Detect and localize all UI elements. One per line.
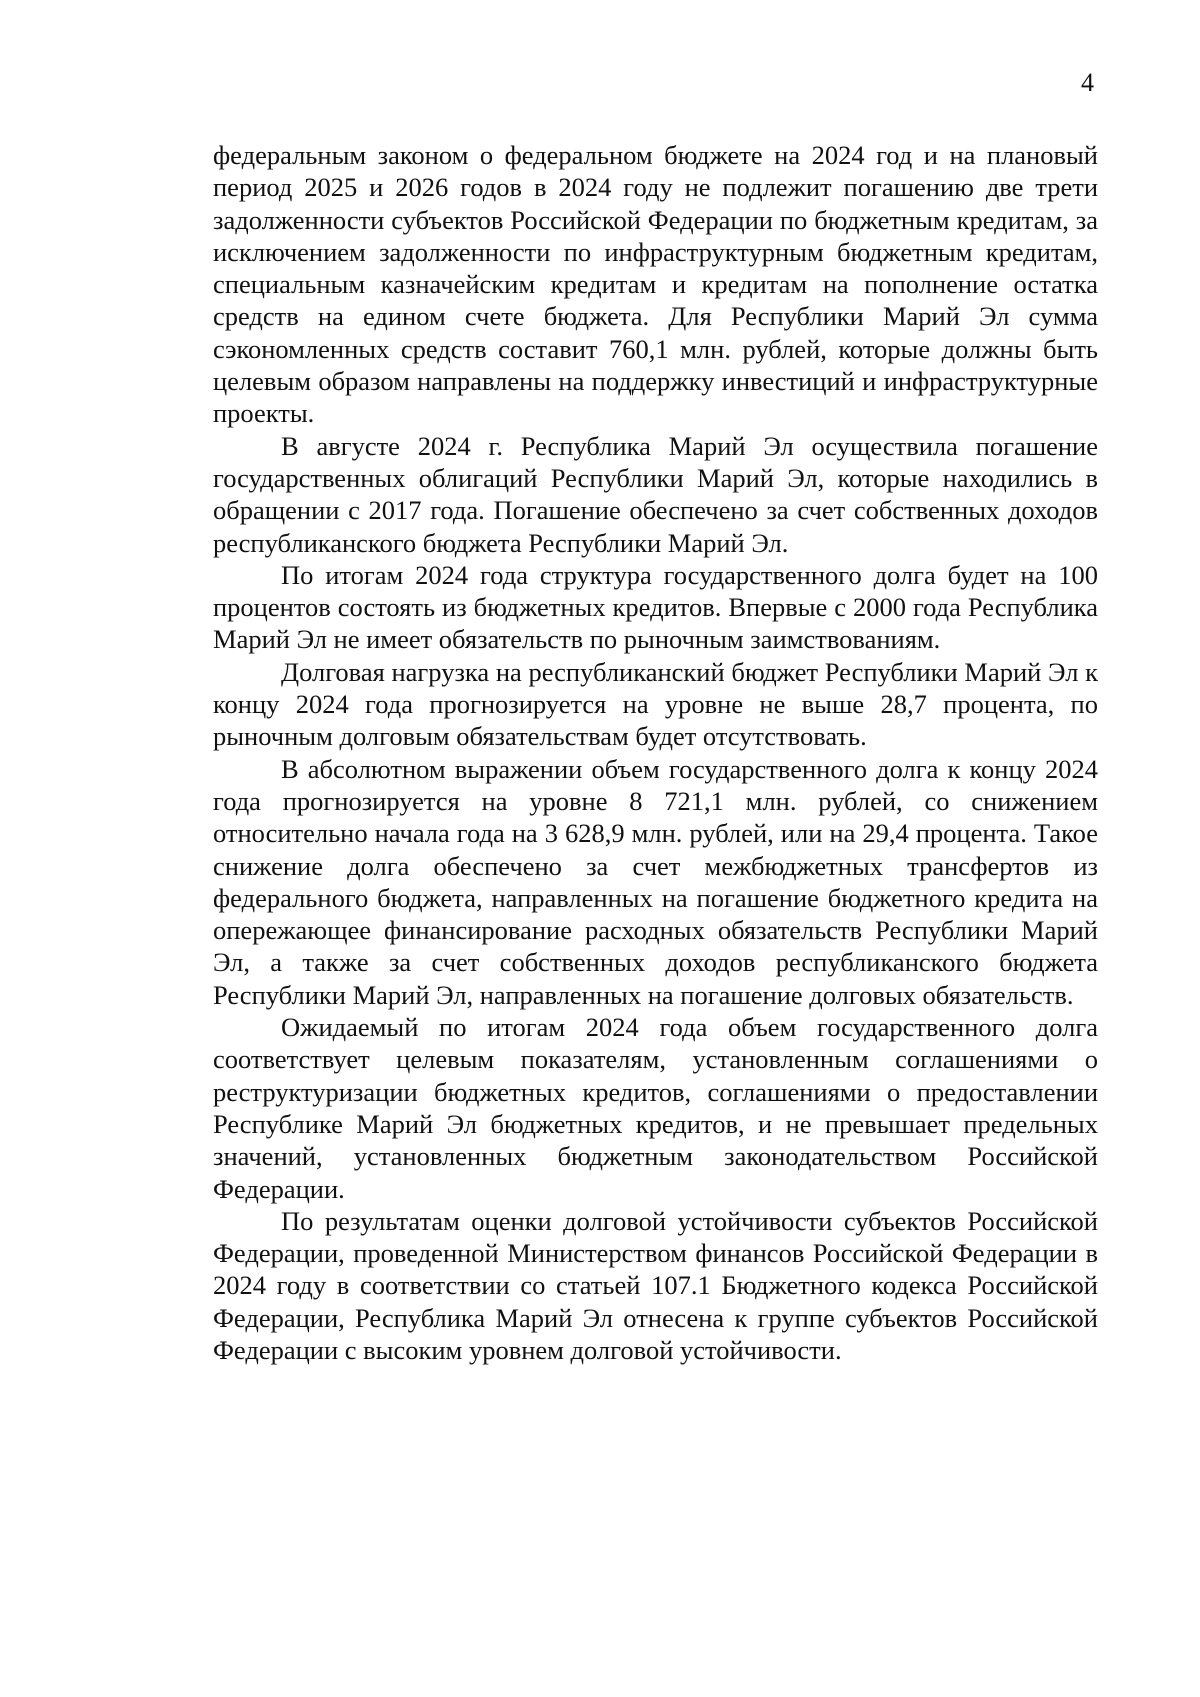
paragraph-target-indicators: Ожидаемый по итогам 2024 года объем государственного долга соответствует целевым показателям, установленным соглашениями о реструктуризации бюджетных кредитов, соглашениями о предоставлении Республике Марий Эл бюджетных кредитов, и не превышает предельных значений, установленных бюджетным законодательством Российской Федерации. — [213, 1012, 1098, 1204]
document-body — [213, 139, 1098, 1366]
paragraph-bond-redemption: В августе 2024 г. Республика Марий Эл осуществила погашение государственных облигаций Республики Марий Эл, которые находились в обращении с 2017 года. Погашение обеспечено за счет собственных доходов республиканского бюджета Республики Марий Эл. — [213, 430, 1098, 558]
paragraph-debt-sustainability: По результатам оценки долговой устойчивости субъектов Российской Федерации, проведенной Министерством финансов Российской Федерации в 2024 году в соответствии со статьей 107.1 Бюджетного кодекса Российской Федерации, Республика Марий Эл отнесена к группе субъектов Российской Федерации с высоким уровнем долговой устойчивости. — [213, 1205, 1098, 1365]
paragraph-debt-burden: Долговая нагрузка на республиканский бюджет Республики Марий Эл к концу 2024 года прогнозируется на уровне не выше 28,7 процента, по рыночным долговым обязательствам будет отсутствовать. — [213, 656, 1098, 752]
paragraph-continuation: федеральным законом о федеральном бюджете на 2024 год и на плановый период 2025 и 2026 годов в 2024 году не подлежит погашению две трети задолженности субъектов Российской Федерации по бюджетным кредитам, за исключением задолженности по инфраструктурным бюджетным кредитам, специальным казначейским кредитам и кредитам на пополнение остатка средств на едином счете бюджета. Для Республики Марий Эл сумма сэкономленных средств составит 760,1 млн. рублей, которые должны быть целевым образом направлены на поддержку инвестиций и инфраструктурные проекты. — [213, 140, 1098, 429]
page-number: 4 — [1081, 68, 1094, 97]
paragraph-debt-volume: В абсолютном выражении объем государственного долга к концу 2024 года прогнозируется на уровне 8 721,1 млн. рублей, со снижением относительно начала года на 3 628,9 млн. рублей, или на 29,4 процента. Такое снижение долга обеспечено за счет межбюджетных трансфертов из федерального бюджета, направленных на погашение бюджетного кредита на опережающее финансирование расходных обязательств Республики Марий Эл, а также за счет собственных доходов республиканского бюджета Республики Марий Эл, направленных на погашение долговых обязательств. — [213, 753, 1098, 1010]
paragraph-debt-structure: По итогам 2024 года структура государственного долга будет на 100 процентов состоять из бюджетных кредитов. Впервые с 2000 года Республика Марий Эл не имеет обязательств по рыночным заимствованиям. — [213, 559, 1098, 655]
